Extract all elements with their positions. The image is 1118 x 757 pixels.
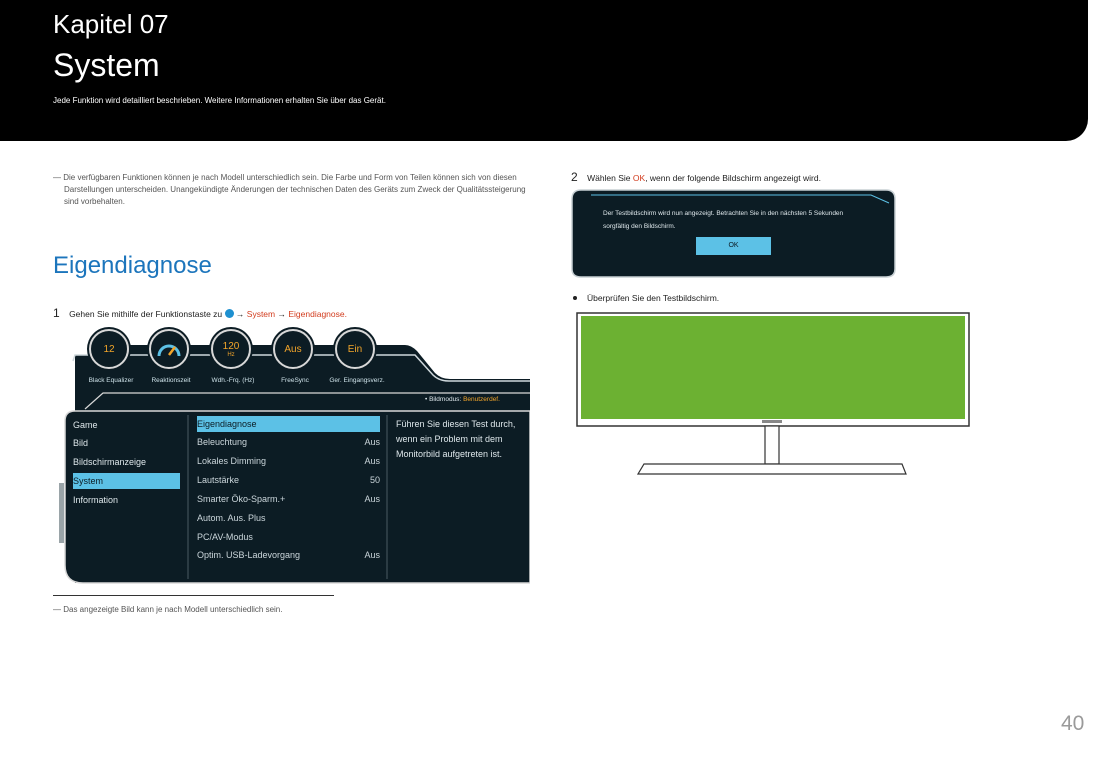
dialog-ok-button: OK	[696, 237, 771, 255]
dial-label: Ger. Eingangsverz.	[329, 377, 385, 384]
bullet-icon	[573, 296, 577, 300]
osd-item	[197, 416, 380, 432]
picture-mode-label: • Bildmodus:	[425, 396, 462, 403]
dialog-frame	[571, 189, 896, 278]
osd-item-label: Beleuchtung	[197, 437, 248, 447]
osd-item-label: Autom. Aus. Plus	[197, 513, 266, 523]
dial-value: 120	[222, 340, 240, 352]
osd-item-label: Smarter Öko-Sparm.+	[197, 494, 286, 504]
dial-value: 12	[103, 343, 115, 355]
step-number: 1	[53, 306, 60, 320]
arrow-icon: →	[277, 309, 286, 319]
bullet-item	[573, 293, 719, 303]
freesync-dial	[273, 329, 313, 369]
monitor-stand-neck	[765, 426, 779, 464]
dial-label: Black Equalizer	[88, 377, 134, 384]
input-lag-dial	[335, 329, 375, 369]
osd-item-label: Lautstärke	[197, 475, 240, 485]
dial-value: Ein	[347, 343, 363, 355]
step-1	[53, 306, 347, 320]
osd-item	[197, 510, 380, 526]
osd-category-system: System	[73, 473, 180, 489]
osd-category-information: Information	[73, 495, 119, 505]
osd-item	[197, 453, 380, 469]
self-test-dialog-image	[571, 189, 896, 278]
green-test-screen	[581, 316, 965, 419]
osd-help-text: Führen Sie diesen Test durch, wenn ein Problem mit dem Monitorbild aufgetreten ist.	[396, 419, 516, 459]
osd-item-value: Aus	[364, 494, 380, 504]
dial-label: FreeSync	[281, 377, 309, 384]
ok-highlight: OK	[632, 173, 646, 183]
dialog-message: Der Testbildschirm wird nun angezeigt. Betrachten Sie in den nächsten 5 Sekunden sorgfältig den Bildschirm.	[603, 210, 844, 230]
step-text: , wenn der folgende Bildschirm angezeigt wird.	[645, 173, 821, 183]
monitor-logo	[762, 420, 782, 423]
gauge-icon	[156, 340, 182, 358]
footnote: ― Das angezeigte Bild kann je nach Modell unterschiedlich sein.	[53, 605, 283, 614]
picture-mode-status	[425, 396, 500, 403]
osd-item-label: Eigendiagnose	[197, 419, 257, 429]
footnote-divider	[53, 595, 334, 596]
osd-item-label: Lokales Dimming	[197, 456, 267, 466]
step-2	[571, 170, 821, 184]
joystick-menu-icon	[225, 309, 234, 318]
osd-item-value: Aus	[364, 437, 380, 447]
bullet-text: Überprüfen Sie den Testbildschirm.	[587, 293, 720, 303]
osd-category-bild: Bild	[73, 438, 89, 448]
monitor-stand-base	[638, 464, 906, 474]
osd-item	[197, 547, 380, 563]
osd-item	[197, 434, 380, 450]
osd-item-label: Optim. USB-Ladevorgang	[197, 550, 301, 560]
step-text: Gehen Sie mithilfe der Funktionstaste zu	[69, 309, 223, 319]
section-title: Eigendiagnose	[53, 252, 212, 279]
osd-item-value: 50	[369, 475, 380, 485]
osd-item-value: Aus	[364, 550, 380, 560]
dial-value: Aus	[284, 343, 302, 355]
osd-item	[197, 529, 380, 545]
picture-mode-value: Benutzerdef.	[463, 396, 500, 403]
refresh-rate-dial	[211, 329, 251, 369]
step-text: Wählen Sie	[587, 173, 631, 183]
monitor-test-screen-image	[576, 312, 971, 480]
chapter-description: Jede Funktion wird detailliert beschrieben. Weitere Informationen erhalten Sie über das Gerät.	[53, 96, 386, 105]
dial-unit: Hz	[227, 351, 235, 358]
chapter-title: System	[53, 47, 160, 83]
response-time-dial	[149, 329, 189, 369]
dial-label: Wdh.-Frq. (Hz)	[211, 377, 255, 384]
osd-category-game: Game	[73, 420, 98, 430]
menu-path-target: Eigendiagnose.	[288, 309, 347, 319]
chapter-label: Kapitel 07	[53, 9, 169, 39]
arrow-icon: →	[235, 309, 245, 319]
black-equalizer-dial	[89, 329, 129, 369]
osd-menu-image	[55, 323, 530, 585]
osd-category-bildschirmanzeige: Bildschirmanzeige	[73, 457, 147, 467]
page-number: 40	[1061, 712, 1085, 735]
osd-item	[197, 491, 380, 507]
osd-item-label: PC/AV-Modus	[197, 532, 253, 542]
osd-item	[197, 472, 380, 488]
chapter-header	[0, 0, 1088, 141]
menu-path-system: System	[246, 309, 276, 319]
disclaimer-note: ― Die verfügbaren Funktionen können je nach Modell unterschiedlich sein. Die Farbe und Form von Teilen können sich von diesen Darstellungen unterscheiden. Unangekündigte Änderungen der technischen Daten des Geräts zum Zweck der Qualitätssteigerung sind vorbehalten.	[53, 173, 526, 206]
osd-item-value: Aus	[364, 456, 380, 466]
step-number: 2	[571, 170, 578, 184]
dial-label: Reaktionszeit	[151, 377, 191, 384]
